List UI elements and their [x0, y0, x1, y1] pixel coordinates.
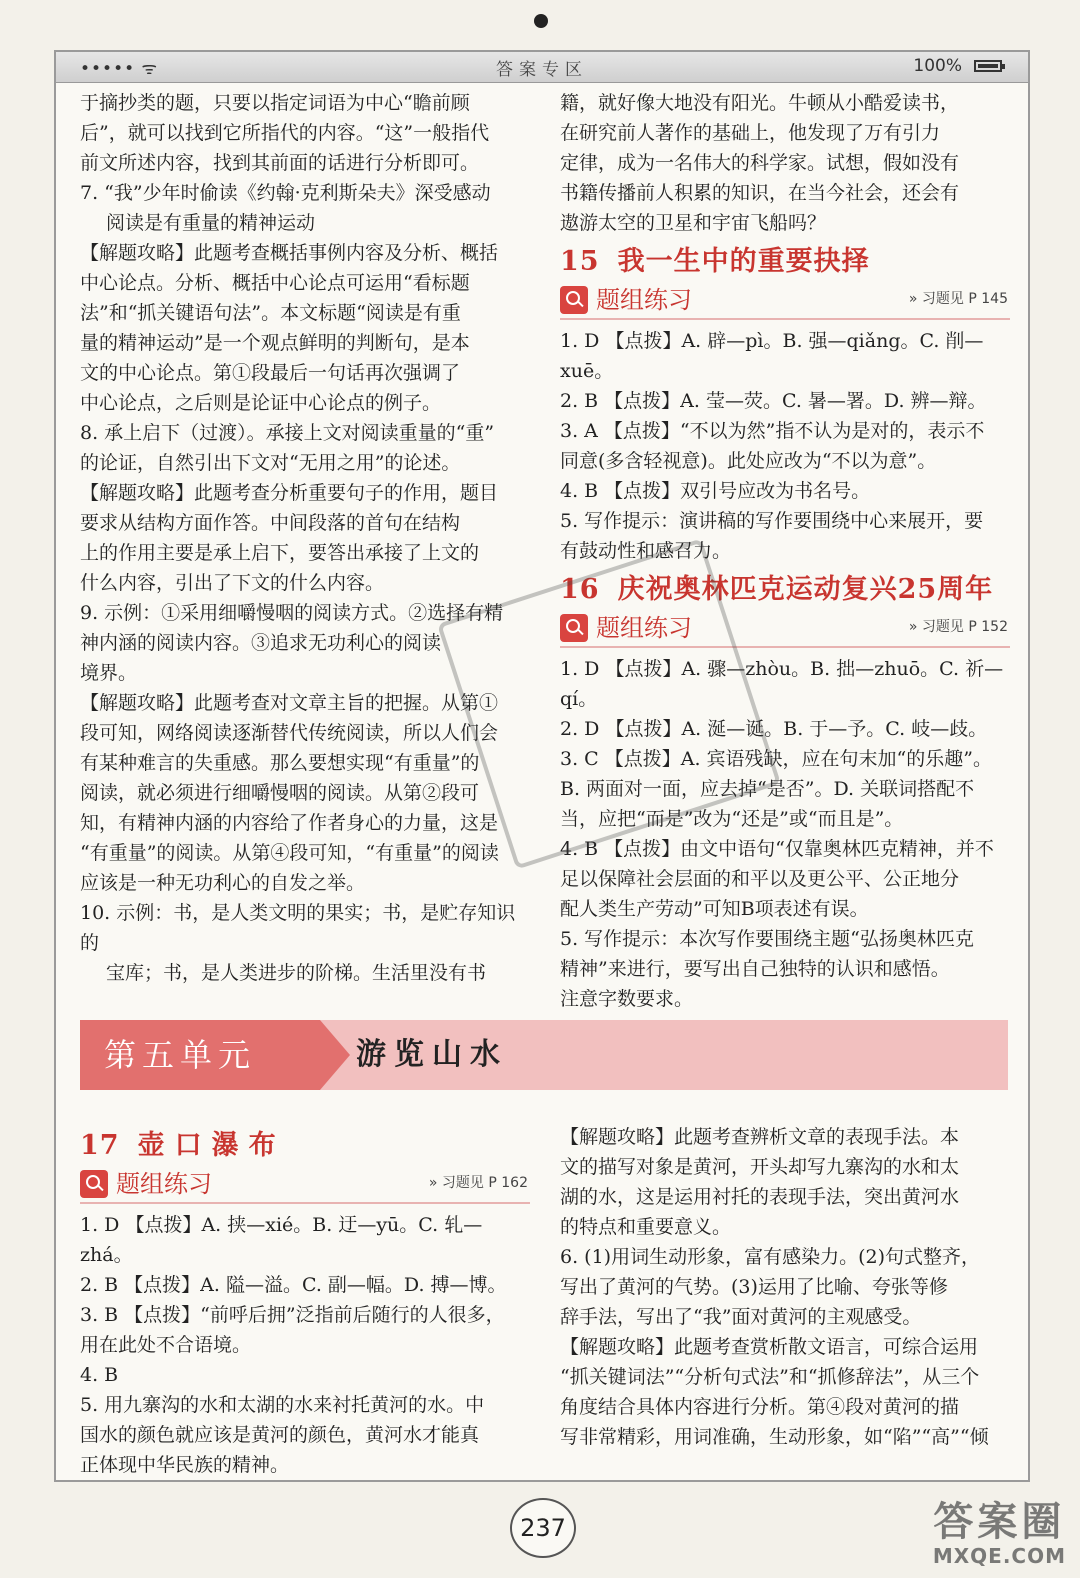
exercise-reference: » 习题见 P 145: [908, 291, 1008, 307]
answer-line: 2. D 【点拨】A. 涎—诞。B. 于—予。C. 岐—歧。: [560, 718, 988, 740]
answer-line: 【解题攻略】此题考查对文章主旨的把握。从第①: [80, 692, 499, 714]
answer-line: 1. D 【点拨】A. 挟—xié。B. 迂—yū。C. 轧—zhá。: [80, 1214, 483, 1266]
answer-line: 国水的颜色就应该是黄河的颜色，黄河水才能真: [80, 1424, 480, 1446]
answer-line: 前文所述内容，找到其前面的话进行分析即可。: [80, 152, 480, 174]
answer-line: 5. 写作提示：本次写作要围绕主题“弘扬奥林匹克: [560, 928, 974, 950]
answer-line: 1. D 【点拨】A. 辟—pì。B. 强—qiǎng。C. 削—xuē。: [560, 330, 984, 382]
answer-line: 【解题攻略】此题考查分析重要句子的作用，题目: [80, 482, 499, 504]
answer-line: 4. B 【点拨】双引号应改为书名号。: [560, 480, 871, 502]
banner-arrow: [320, 1020, 350, 1090]
answer-line: 4. B: [80, 1364, 119, 1386]
unit-label: 第五单元: [80, 1020, 320, 1090]
unit-name: 游览山水: [356, 1037, 508, 1072]
watermark-logo: 答案圈: [933, 1499, 1066, 1545]
exercise-reference: » 习题见 P 152: [908, 619, 1008, 635]
practice-label: 题组练习: [596, 614, 692, 642]
left-column-bottom: [80, 1122, 530, 1480]
answer-line: 【解题攻略】此题考查概括事例内容及分析、概括: [80, 242, 499, 264]
page-number: 237: [510, 1498, 576, 1558]
answer-line: 6. (1)用词生动形象，富有感染力。(2)句式整齐，: [560, 1246, 980, 1268]
continued-answer: [560, 88, 1010, 238]
answer-line: 注意字数要求。: [560, 988, 694, 1010]
lesson-name: 我一生中的重要抉择: [617, 246, 870, 277]
answer-line: 应该是一种无功利心的自发之举。: [80, 872, 366, 894]
answer-line: 写非常精彩，用词准确，生动形象，如“陷”“高”“倾: [560, 1426, 989, 1448]
answer-line: 什么内容，引出了下文的什么内容。: [80, 572, 385, 594]
answer-line: 【解题攻略】此题考查辨析文章的表现手法。本: [560, 1126, 960, 1148]
answer-line: 有鼓动性和感召力。: [560, 540, 732, 562]
exercise-reference: » 习题见 P 162: [428, 1175, 528, 1191]
lesson-name: 庆祝奥林匹克运动复兴25周年: [617, 574, 994, 605]
lesson-17-answers: [80, 1210, 530, 1480]
answer-line: 书籍传播前人积累的知识，在当今社会，还会有: [560, 182, 960, 204]
unit-banner: [80, 1020, 1008, 1090]
answer-line: 5. 写作提示：演讲稿的写作要围绕中心来展开，要: [560, 510, 984, 532]
answer-line: 境界。: [80, 662, 138, 684]
signal-icon: ••••• ᯤ: [80, 59, 159, 79]
left-column-top: [80, 88, 530, 988]
answer-line: 足以保障社会层面的和平以及更公平、公正地分: [560, 868, 960, 890]
practice-label: 题组练习: [116, 1170, 212, 1198]
answer-line: 10. 示例：书，是人类文明的果实；书，是贮存知识的: [80, 902, 516, 954]
answer-line: 的论证，自然引出下文对“无用之用”的论述。: [80, 452, 461, 474]
status-title: 答案专区: [496, 60, 588, 80]
answer-line: 神内涵的阅读内容。③追求无功利心的阅读: [80, 632, 442, 654]
watermark-url: MXQE.COM: [932, 1544, 1066, 1568]
lesson-name: 壶口瀑布: [137, 1130, 286, 1161]
lesson-15-answers: [560, 326, 1010, 566]
answer-line: 中心论点。分析、概括中心论点可运用“看标题: [80, 272, 470, 294]
battery-icon: [974, 60, 1002, 72]
lesson-15-title: [560, 242, 1010, 282]
status-bar: [56, 52, 1028, 83]
answer-line: 段可知，网络阅读逐渐替代传统阅读，所以人们会: [80, 722, 499, 744]
answer-line: “抓关键词法”“分析句式法”和“抓修辞法”，从三个: [560, 1366, 980, 1388]
answer-line: 写出了黄河的气势。(3)运用了比喻、夸张等修: [560, 1276, 948, 1298]
answer-line: 后”，就可以找到它所指代的内容。“这”一般指代: [80, 122, 490, 144]
answer-line: 在研究前人著作的基础上，他发现了万有引力: [560, 122, 941, 144]
answer-line: B. 两面对一面，应去掉“是否”。D. 关联词搭配不: [560, 778, 975, 800]
practice-header: [80, 1166, 530, 1204]
answer-line: 当，应把“而是”改为“还是”或“而且是”。: [560, 808, 904, 830]
magnifier-icon: [80, 1170, 108, 1198]
answer-line: 湖的水，这是运用衬托的表现手法，突出黄河水: [560, 1186, 960, 1208]
answer-line: 遨游太空的卫星和宇宙飞船吗？: [560, 212, 827, 234]
right-column-top: [560, 88, 1010, 1014]
answer-line: 3. C 【点拨】A. 宾语残缺，应在句末加“的乐趣”。: [560, 748, 992, 770]
answer-line: 4. B 【点拨】由文中语句“仅靠奥林匹克精神，并不: [560, 838, 994, 860]
right-column-bottom: [560, 1122, 1010, 1452]
answer-line: 3. B 【点拨】“前呼后拥”泛指前后随行的人很多，: [80, 1304, 505, 1326]
answer-line: 配人类生产劳动”可知B项表述有误。: [560, 898, 869, 920]
answer-line: 于摘抄类的题，只要以指定词语为中心“瞻前顾: [80, 92, 470, 114]
answer-lines: [560, 1122, 1010, 1452]
magnifier-icon: [560, 286, 588, 314]
camera-dot: [534, 14, 548, 28]
answer-line: 的特点和重要意义。: [560, 1216, 732, 1238]
lesson-17-title: [80, 1126, 530, 1166]
answer-line: 量的精神运动”是一个观点鲜明的判断句，是本: [80, 332, 470, 354]
answer-line: 定律，成为一名伟大的科学家。试想，假如没有: [560, 152, 960, 174]
answer-line: 1. D 【点拨】A. 骤—zhòu。B. 拙—zhuō。C. 祈—qí。: [560, 658, 1004, 710]
answer-line: “有重量”的阅读。从第④段可知，“有重量”的阅读: [80, 842, 499, 864]
lesson-number: 15: [560, 246, 600, 277]
answer-line: 精神”来进行，要写出自己独特的认识和感悟。: [560, 958, 950, 980]
answer-line: 2. B 【点拨】A. 隘—溢。C. 副—幅。D. 搏—博。: [80, 1274, 507, 1296]
answer-line: 文的描写对象是黄河，开头却写九寨沟的水和太: [560, 1156, 960, 1178]
answer-line: 阅读，就必须进行细嚼慢咽的阅读。从第②段可: [80, 782, 480, 804]
answer-line: 中心论点，之后则是论证中心论点的例子。: [80, 392, 442, 414]
answer-line: 角度结合具体内容进行分析。第④段对黄河的描: [560, 1396, 960, 1418]
battery-percent: 100%: [913, 56, 962, 76]
answer-line: 上的作用主要是承上启下，要答出承接了上文的: [80, 542, 480, 564]
answer-line: 要求从结构方面作答。中间段落的首句在结构: [80, 512, 461, 534]
practice-header: [560, 282, 1010, 320]
answer-line: 辞手法，写出了“我”面对黄河的主观感受。: [560, 1306, 922, 1328]
answer-line: 宝库；书，是人类进步的阶梯。生活里没有书: [106, 962, 487, 984]
answer-line: 【解题攻略】此题考查赏析散文语言，可综合运用: [560, 1336, 979, 1358]
answer-line: 文的中心论点。第①段最后一句话再次强调了: [80, 362, 461, 384]
answer-line: 有某种难言的失重感。那么要想实现“有重量”的: [80, 752, 480, 774]
answer-line: 8. 承上启下（过渡）。承接上文对阅读重量的“重”: [80, 422, 495, 444]
answer-line: 法”和“抓关键语句法”。本文标题“阅读是有重: [80, 302, 461, 324]
answer-line: 用在此处不合语境。: [80, 1334, 252, 1356]
answer-line: 7. “我”少年时偷读《约翰·克利斯朵夫》深受感动: [80, 182, 491, 204]
answer-line: 籍，就好像大地没有阳光。牛顿从小酷爱读书，: [560, 92, 960, 114]
lesson-number: 16: [560, 574, 600, 605]
answer-line: 同意(多含轻视意)。此处应改为“不以为意”。: [560, 450, 937, 472]
answer-line: 2. B 【点拨】A. 莹—荧。C. 暑—署。D. 辨—辩。: [560, 390, 987, 412]
answer-line: 3. A 【点拨】“不以为然”指不认为是对的，表示不: [560, 420, 985, 442]
practice-label: 题组练习: [596, 286, 692, 314]
lesson-number: 17: [80, 1130, 120, 1161]
answer-line: 正体现中华民族的精神。: [80, 1454, 290, 1476]
site-watermark: [933, 1500, 1066, 1568]
answer-line: 9. 示例：①采用细嚼慢咽的阅读方式。②选择有精: [80, 602, 504, 624]
answer-line: 5. 用九寨沟的水和太湖的水来衬托黄河的水。中: [80, 1394, 485, 1416]
answer-line: 阅读是有重量的精神运动: [106, 212, 316, 234]
answer-line: 知，有精神内涵的内容给了作者身心的力量，这是: [80, 812, 499, 834]
answer-lines: [80, 88, 530, 988]
